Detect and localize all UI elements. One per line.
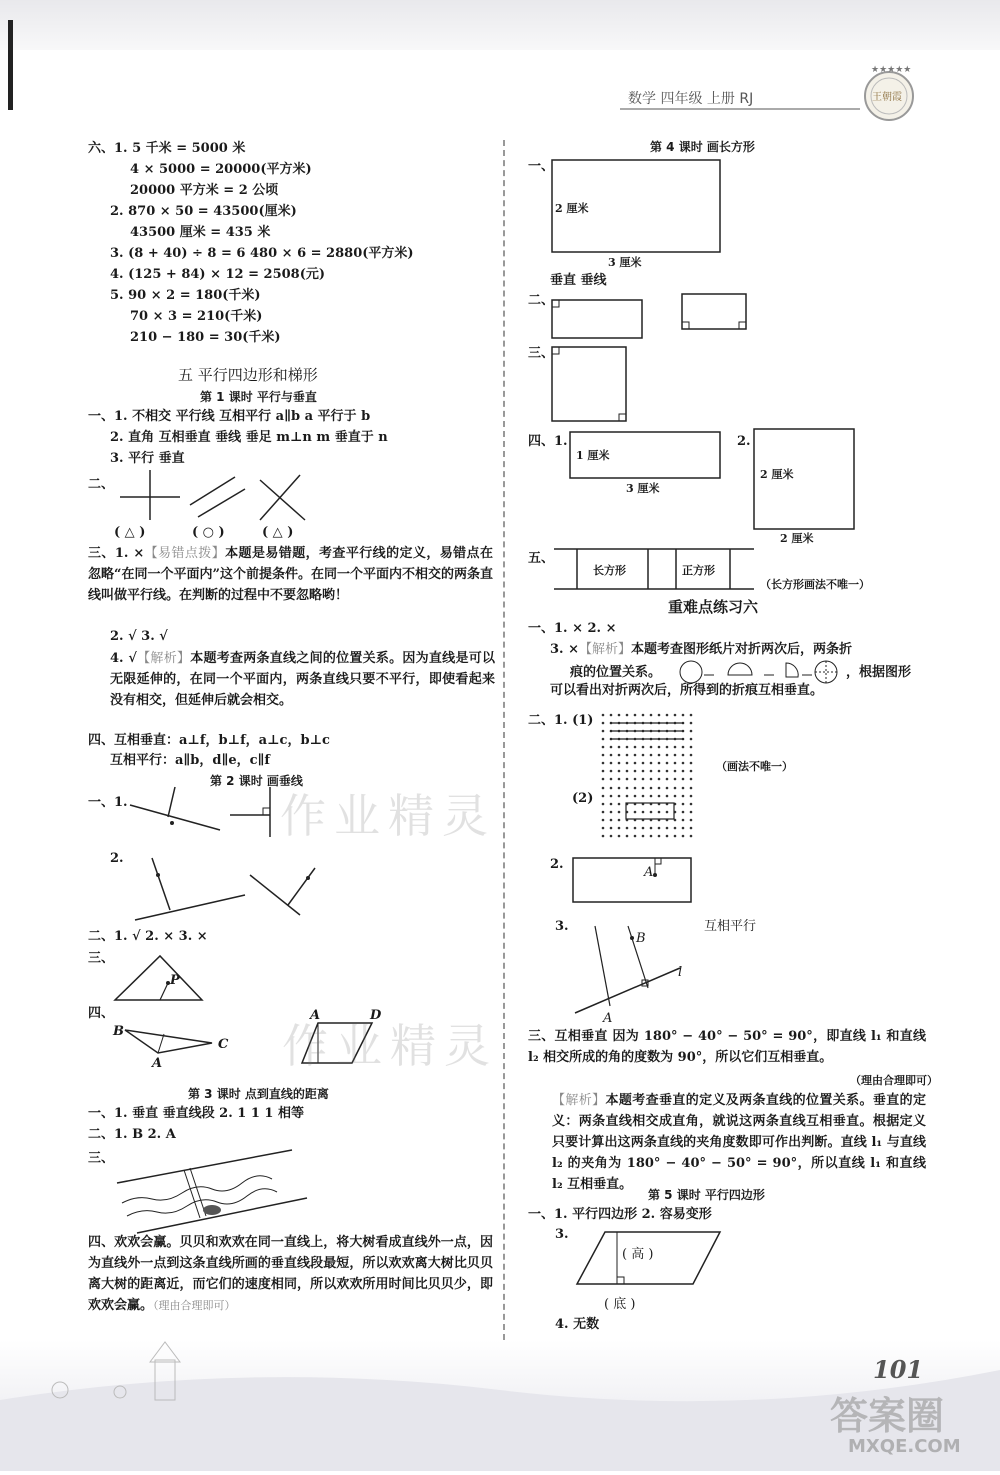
- l1-q2-label: 二、: [88, 477, 115, 492]
- l1-q3-1: 三、1. ×【易错点拨】本题是易错题，考查平行线的定义，易错点在忽略“在同一个平面内”这个前提条件。在同一个平面内不相交的两条直线叫做平行线。在判断的过程中不要忽略哟！: [88, 546, 493, 603]
- l1-q1-1: 一、1. 不相交 平行线 互相平行 a∥b a 平行于 b: [88, 409, 371, 424]
- l4-q4-2-w: 2 厘米: [780, 532, 814, 545]
- label-a2: A: [310, 1008, 321, 1023]
- line-relation-figures: [110, 465, 320, 525]
- p6-q2-3-text: 互相平行: [704, 919, 757, 934]
- l4-q5-a: 长方形: [593, 564, 626, 577]
- page-number: 101: [873, 1355, 924, 1384]
- l2-q2: 二、1. √ 2. × 3. ×: [88, 929, 208, 944]
- l3-q3-label: 三、: [88, 1151, 115, 1166]
- q6-line10: 210 − 180 = 30(千米): [130, 330, 281, 345]
- p6-q2-1-2-label: (2): [572, 791, 594, 806]
- l4-q4-1-h: 1 厘米: [576, 449, 610, 462]
- l5-q4: 4. 无数: [555, 1317, 600, 1332]
- l4-q4-2-h: 2 厘米: [760, 468, 794, 481]
- l4-q5-label: 五、: [528, 551, 555, 566]
- svg-text:★★★★★: ★★★★★: [871, 65, 912, 75]
- l3-q1: 一、1. 垂直 垂直线段 2. 1 1 1 相等: [88, 1106, 304, 1121]
- perpendicular-figure-2: [130, 850, 320, 925]
- practice6-title: 重难点练习六: [668, 598, 759, 616]
- l4-q2-label: 二、: [528, 293, 555, 308]
- unit-title: 五 平行四边形和梯形: [178, 366, 318, 384]
- l4-q1-h: 2 厘米: [555, 202, 589, 215]
- dot-grid-1: [600, 712, 700, 787]
- header-subject: 数学 四年级 上册 RJ: [628, 91, 754, 107]
- l4-q5-b: 正方形: [682, 564, 715, 577]
- p6-q1: 一、1. × 2. ×: [528, 621, 617, 636]
- label-b: B: [113, 1024, 124, 1039]
- lesson4-title: 第 4 课时 画长方形: [650, 140, 755, 154]
- q6-line5: 43500 厘米 = 435 米: [130, 225, 271, 240]
- p6-q2-3-label: 3.: [555, 919, 569, 934]
- l1-q4-b: 互相平行：a∥b，d∥e，c∥f: [110, 753, 271, 768]
- l5-q1: 一、1. 平行四边形 2. 容易变形: [528, 1207, 712, 1222]
- q6-line8: 5. 90 × 2 = 180(千米): [110, 288, 261, 303]
- p6-q3-analysis: 【解析】本题考查垂直的定义及两条直线的位置关系。垂直的定义：两条直线相交成直角，就说这两条直线互相垂直。根据定义只要计算出这两条直线的夹角度数即可作出判断。直线 l₁ 与直线 l₂ 的夹角为 180° − 40° − 50° = 90°，所以直线 l₁ 和直线 l₂ 互相垂直。: [552, 1093, 926, 1192]
- p6-q2-1-label: 二、1. (1): [528, 713, 594, 728]
- mark-1: ( △ ): [114, 525, 146, 540]
- l5-base: ( 底 ): [604, 1297, 636, 1312]
- l1-q3-2: 2. √ 3. √: [110, 629, 168, 644]
- l1-q3-4: 4. √【解析】本题考查两条直线之间的位置关系。因为直线是可以无限延伸的，在同一个平面内，两条直线只要不平行，即使看起来没有相交，但延伸后就会相交。: [110, 651, 495, 708]
- q6-line7: 4. (125 + 84) × 12 = 2508(元): [110, 267, 326, 282]
- l4-q5-note: （长方形画法不唯一）: [760, 578, 870, 591]
- q6-line6: 3. (8 + 40) ÷ 8 = 6 480 × 6 = 2880(平方米): [110, 246, 414, 261]
- mark-3: ( △ ): [262, 525, 294, 540]
- q6-line1: 六、1. 5 千米 = 5000 米: [88, 141, 246, 156]
- l2-q1-2-label: 2.: [110, 851, 124, 866]
- l4-q4-1-label: 四、1.: [528, 434, 568, 449]
- l1-q4-a: 四、互相垂直：a⊥f，b⊥f，a⊥c，b⊥c: [88, 733, 330, 748]
- l1-q1-2: 2. 直角 互相垂直 垂线 垂足 m⊥n m 垂直于 n: [110, 430, 388, 445]
- label-d: D: [370, 1008, 382, 1023]
- q6-line3: 20000 平方米 = 2 公顷: [130, 183, 279, 198]
- l2-q1-label: 一、1.: [88, 795, 128, 810]
- l3-q2: 二、1. B 2. A: [88, 1127, 176, 1142]
- label-p: P: [170, 973, 180, 988]
- q6-line9: 70 × 3 = 210(千米): [130, 309, 263, 324]
- q6-line4: 2. 870 × 50 = 43500(厘米): [110, 204, 297, 219]
- header-underline: [620, 108, 860, 110]
- p6-q1-3c: ，根据图形可以看出对折两次后，所得到的折痕互相垂直。: [550, 665, 912, 698]
- l4-q1-w: 3 厘米: [608, 256, 642, 269]
- watermark-1: 作业精灵: [280, 789, 496, 843]
- l4-q1-label: 一、: [528, 159, 555, 174]
- l2-q4-label: 四、: [88, 1006, 115, 1021]
- lesson5-title: 第 5 课时 平行四边形: [648, 1188, 765, 1202]
- rectangle-a-figure: [570, 855, 695, 905]
- river-figure: [112, 1148, 312, 1238]
- lesson1-title: 第 1 课时 平行与垂直: [200, 390, 317, 404]
- right-angle-rectangles: [550, 292, 770, 342]
- brand-logo: [858, 62, 920, 124]
- label-c: C: [218, 1037, 229, 1052]
- column-divider: [503, 140, 505, 1340]
- perpendicular-figure-1: [125, 785, 285, 845]
- p6-q2-note: （画法不唯一）: [716, 760, 793, 773]
- p6-q2-2-a: A: [644, 865, 654, 880]
- label-a: A: [152, 1056, 163, 1071]
- strip-figure: [552, 545, 757, 595]
- l4-q4-2-label: 2.: [737, 434, 751, 449]
- l4-q2-text: 垂直 垂线: [550, 273, 607, 288]
- watermark-4: MXQE.COM: [848, 1436, 961, 1457]
- triangle-abc-figure: [120, 1025, 220, 1060]
- parallel-line-figure: [570, 918, 690, 1018]
- p6-q2-3-a: A: [603, 1011, 613, 1026]
- triangle-p-figure: [110, 948, 210, 1008]
- l1-q1-3: 3. 平行 垂直: [110, 451, 185, 466]
- l5-high: ( 高 ): [622, 1247, 654, 1262]
- watermark-3: 答案圈: [830, 1394, 945, 1438]
- l2-q3-label: 三、: [88, 951, 115, 966]
- p6-q2-3-l: l: [678, 965, 683, 980]
- logo-text: 王朝霞: [872, 92, 902, 103]
- lesson2-title: 第 2 课时 画垂线: [210, 774, 303, 788]
- binding-bar: [8, 20, 13, 110]
- p6-q2-2-label: 2.: [550, 857, 564, 872]
- top-banner: [0, 0, 1000, 50]
- p6-q1-3b: 痕的位置关系。: [570, 665, 662, 680]
- l3-q4: 四、欢欢会赢。贝贝和欢欢在同一直线上，将大树看成直线外一点，因为直线外一点到这条直线所画的垂直线段最短，所以欢欢离大树比贝贝离大树的距离近，而它们的速度相同，所以欢欢所用时间比贝贝少，即欢欢会赢。（理由合理即可）: [88, 1235, 493, 1313]
- l5-q3-label: 3.: [555, 1227, 569, 1242]
- l4-q4-1-w: 3 厘米: [626, 482, 660, 495]
- lesson3-title: 第 3 课时 点到直线的距离: [188, 1087, 329, 1101]
- square-figure: [550, 345, 630, 425]
- p6-q3: 三、互相垂直 因为 180° − 40° − 50° = 90°，即直线 l₁ 和直线 l₂ 相交所成的角的度数为 90°，所以它们互相垂直。: [528, 1029, 926, 1065]
- watermark-2: 作业精灵: [282, 1019, 498, 1073]
- p6-q1-3a: 3. ×【解析】本题考查图形纸片对折两次后，两条折: [550, 642, 853, 657]
- p6-q3-note: （理由合理即可）: [850, 1074, 938, 1087]
- dot-grid-2: [600, 785, 700, 845]
- p6-q2-3-b: B: [636, 931, 646, 946]
- mark-2: ( ○ ): [192, 525, 225, 540]
- l4-q3-label: 三、: [528, 346, 555, 361]
- q6-line2: 4 × 5000 = 20000(平方米): [130, 162, 312, 177]
